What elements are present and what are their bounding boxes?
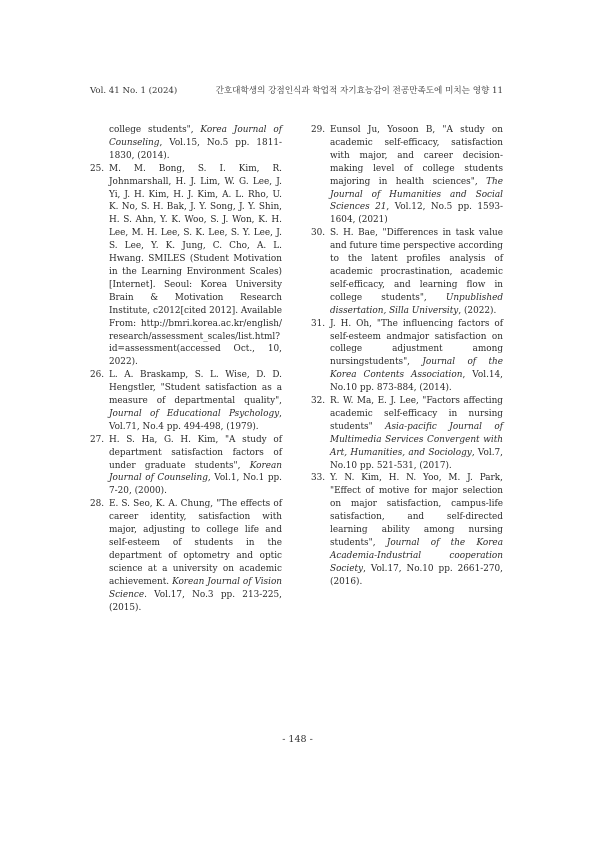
reference-source-title: Asia-pacific Journal of Multimedia Services Convergent with Art, Humanities, and Sociology xyxy=(330,421,503,458)
reference-text xyxy=(330,395,503,472)
reference-segment: M. M. Bong, S. I. Kim, R. Johnmarshall, H. J. Lim, W. G. Lee, J. Yi, J. H. Kim, H. J. Kim, A. L. Rho, U. K. No, S. H. Bak, J. Y. Song, J. Y. Shin, H. S. Ahn, Y. K. Woo, S. J. Won, K. H. Lee, M. H. Lee, S. K. Lee, S. Y. Lee, J. S. Lee, Y. K. Jung, C. Cho, A. L. Hwang. SMILES (Student Motivation in the Learning Environment Scales) [Internet]. Seoul: Korea University Brain & Motivation Research Institute, c2012[cited 2012]. Available From: xyxy=(109,163,282,329)
reference-number: 28. xyxy=(90,499,105,510)
reference-segment: J. H. Oh, "The influencing factors of self-esteem andmajor satisfaction on college adjustment among nursingstudents", xyxy=(330,318,503,368)
reference-entry xyxy=(90,498,282,614)
reference-text xyxy=(330,472,503,588)
references-left-column xyxy=(90,124,282,614)
reference-source-title: The Journal of Humanities and Social Sciences 21 xyxy=(330,176,503,213)
reference-number: 30. xyxy=(311,228,326,239)
reference-segment: college students", xyxy=(109,125,201,135)
reference-source-title: Journal of the Korea Contents Association xyxy=(330,357,503,381)
reference-entry xyxy=(90,434,282,499)
reference-number: 25. xyxy=(90,163,105,174)
reference-segment: , (2022). xyxy=(458,305,497,316)
reference-source-title: Unpublished dissertation, Silla University xyxy=(330,292,503,316)
reference-segment: Eunsol Ju, Yosoon B, "A study on academic self-efficacy, satisfaction with major, and career decision-making level of college students majoring in health sciences", xyxy=(330,125,503,187)
reference-number: 27. xyxy=(90,434,105,445)
reference-text xyxy=(109,369,282,434)
reference-number: 26. xyxy=(90,370,105,381)
reference-segment: , Vol.71, No.4 pp. 494-498, (1979). xyxy=(109,408,282,432)
reference-segment: S. H. Bae, "Differences in task value and future time perspective according to the latent profiles analysis of academic procrastination, academic self-efficacy, and learning flow in college students", xyxy=(330,228,503,303)
reference-number: 33. xyxy=(311,473,326,484)
reference-source-title: Korean Journal of Vision Science xyxy=(109,576,283,600)
reference-number: 31. xyxy=(311,318,326,329)
reference-entry xyxy=(311,124,503,227)
reference-segment: , Vol.17, No.10 pp. 2661-270, (2016). xyxy=(330,563,503,587)
reference-text xyxy=(330,227,503,317)
reference-number: 32. xyxy=(311,396,326,407)
reference-source-title: Journal of the Korea Academia-Industrial cooperation Society xyxy=(330,538,503,574)
reference-source-title: Korea Journal of Counseling xyxy=(109,125,282,148)
reference-segment: R. W. Ma, E. J. Lee, "Factors affecting academic self-efficacy in nursing students" xyxy=(330,396,503,432)
reference-segment: . Vol.17, No.3 pp. 213-225, (2015). xyxy=(109,589,282,613)
reference-segment: H. S. Ha, G. H. Kim, "A study of department satisfaction factors of under graduate students", xyxy=(109,434,282,471)
reference-text xyxy=(109,434,282,499)
reference-segment: , Vol.1, No.1 pp. 7-20, (2000). xyxy=(109,473,283,497)
reference-entry xyxy=(90,124,282,163)
reference-segment: (accessed Oct., 10, 2022). xyxy=(109,344,282,368)
reference-entry xyxy=(311,227,503,317)
reference-text xyxy=(330,318,503,395)
reference-text xyxy=(109,498,282,614)
reference-segment: , Vol.7, No.10 pp. 521-531, (2017). xyxy=(330,447,503,471)
reference-entry xyxy=(311,318,503,395)
references-right-column xyxy=(311,124,503,589)
reference-entry xyxy=(90,163,282,370)
reference-source-title: Journal of Educational Psychology xyxy=(109,408,280,419)
reference-text xyxy=(109,124,282,163)
reference-segment: E. S. Seo, K. A. Chung, "The effects of career identity, satisfaction with major, adjusting to college life and self-esteem of students in the department of optometry and optic science at a university on academic achievement. xyxy=(109,499,282,587)
reference-entry xyxy=(90,369,282,434)
reference-url: http://bmri.korea.ac.kr/english/research/assessment_scales/list.html?id=assessment xyxy=(109,318,282,355)
journal-volume-label: Vol. 41 No. 1 (2024) xyxy=(90,86,178,96)
reference-text xyxy=(109,163,282,370)
reference-entry xyxy=(311,472,503,588)
reference-segment: Y. N. Kim, H. N. Yoo, M. J. Park, "Effect of motive for major selection on major satisfaction, campus-life satisfaction, and self-directed learning ability among nursing students", xyxy=(330,473,503,548)
running-header xyxy=(90,84,503,98)
reference-segment: , Vol.14, No.10 pp. 873-884, (2014). xyxy=(330,370,504,394)
reference-segment: , Vol.15, No.5 pp. 1811-1830, (2014). xyxy=(109,137,282,161)
reference-entry xyxy=(311,395,503,472)
running-title: 간호대학생의 강점인식과 학업적 자기효능감이 전공만족도에 미치는 영향 11 xyxy=(215,86,503,96)
reference-segment: , Vol.12, No.5 pp. 1593-1604, (2021) xyxy=(330,202,503,226)
page-number: - 148 - xyxy=(282,734,313,745)
reference-number: 29. xyxy=(311,125,326,135)
reference-segment: L. A. Braskamp, S. L. Wise, D. D. Hengstler, "Student satisfaction as a measure of departmental quality", xyxy=(109,370,282,407)
reference-source-title: Korean Journal of Counseling xyxy=(109,460,282,484)
reference-text xyxy=(330,124,503,227)
